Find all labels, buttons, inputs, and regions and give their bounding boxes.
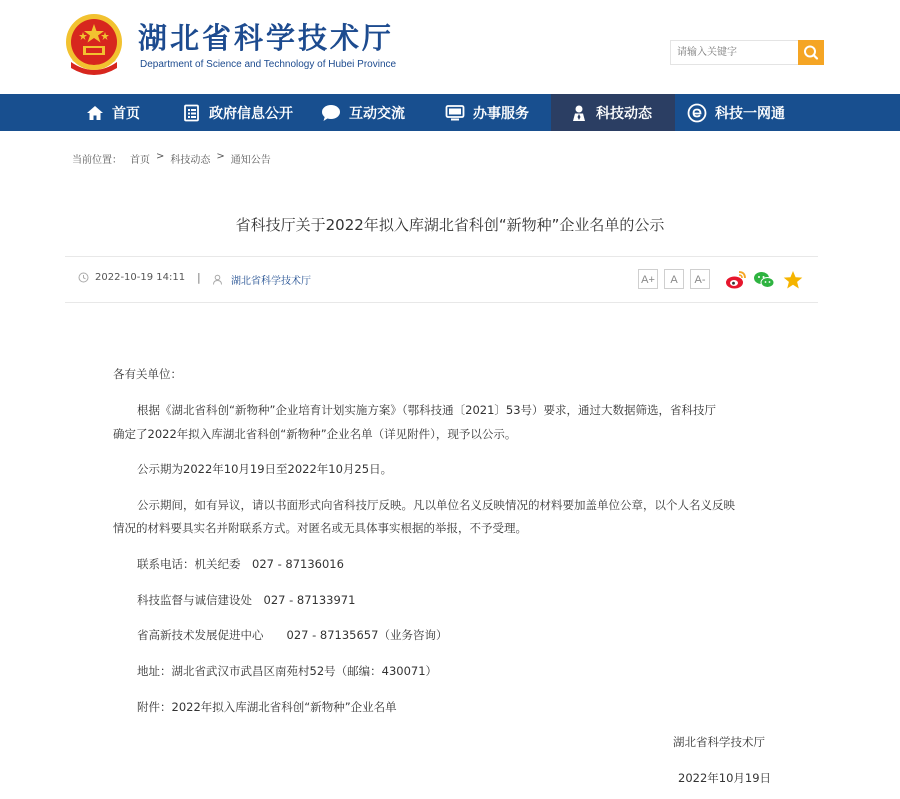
divider: [65, 302, 818, 303]
font-size-default-button[interactable]: A: [664, 269, 684, 289]
font-size-increase-button[interactable]: A+: [638, 269, 658, 289]
paragraph-line: 情况的材料要具实名并附联系方式。对匿名或无具体事实根据的举报，不予受理。: [113, 521, 527, 535]
user-icon: [212, 274, 223, 285]
nav-item-label: 科技动态: [596, 105, 652, 122]
nav-item-gov-info[interactable]: [183, 94, 293, 131]
paragraph-line: 确定了2022年拟入库湖北省科创“新物种”企业名单（详见附件），现予以公示。: [113, 427, 517, 441]
paragraph-line: 公示期为2022年10月19日至2022年10月25日。: [137, 462, 393, 476]
nav-item-label: 互动交流: [349, 105, 405, 122]
nav-item-tech-portal[interactable]: [687, 94, 785, 131]
weibo-icon[interactable]: [725, 270, 747, 290]
article-source: [212, 272, 311, 287]
breadcrumb: [72, 151, 271, 166]
document-list-icon: [183, 104, 201, 122]
nav-item-home[interactable]: [86, 94, 140, 131]
e-circle-icon: [687, 103, 707, 123]
nav-item-interaction[interactable]: [321, 94, 405, 131]
clock-icon: [78, 272, 89, 283]
breadcrumb-separator: >: [156, 151, 165, 162]
contact-line: 省高新技术发展促进中心 027 - 87135657（业务咨询）: [137, 628, 448, 642]
contact-line: 科技监督与诚信建设处 027 - 87133971: [137, 593, 356, 607]
meta-divider: |: [197, 271, 201, 284]
nav-item-label: 政府信息公开: [209, 105, 293, 122]
nav-item-tech-news[interactable]: [551, 94, 675, 131]
sign-date: 2022年10月19日: [678, 771, 772, 785]
nav-item-services[interactable]: [445, 94, 529, 131]
person-badge-icon: [570, 104, 588, 122]
search-icon: [798, 40, 824, 65]
breadcrumb-prefix: 当前位置：: [72, 155, 122, 166]
signature: 湖北省科学技术厅: [673, 735, 765, 749]
breadcrumb-notices[interactable]: 通知公告: [230, 155, 271, 166]
site-title[interactable]: 湖北省科学技术厅: [138, 21, 395, 55]
national-emblem-icon: [63, 12, 125, 78]
nav-item-label: 办事服务: [473, 105, 529, 122]
nav-item-label: 首页: [112, 105, 140, 122]
article-date-text: 2022-10-19 14:11: [95, 272, 186, 283]
favorite-star-icon[interactable]: [782, 270, 804, 290]
attachment-link[interactable]: 附件：2022年拟入库湖北省科创“新物种”企业名单: [137, 700, 397, 714]
article-date: [78, 272, 185, 283]
contact-line: 联系电话：机关纪委 027 - 87136016: [137, 557, 344, 571]
article-source-text: 湖北省科学技术厅: [231, 276, 311, 287]
search-button[interactable]: [798, 40, 824, 65]
breadcrumb-separator: >: [216, 151, 225, 162]
wechat-icon[interactable]: [753, 270, 775, 290]
paragraph-line: 公示期间，如有异议，请以书面形式向省科技厅反映。凡以单位名义反映情况的材料要加盖单位公章，以个人名义反映: [137, 498, 735, 512]
search-input[interactable]: [670, 40, 798, 65]
font-size-decrease-button[interactable]: A-: [690, 269, 710, 289]
breadcrumb-tech-news[interactable]: 科技动态: [170, 155, 211, 166]
monitor-icon: [445, 104, 465, 122]
nav-item-label: 科技一网通: [715, 105, 785, 122]
home-icon: [86, 104, 104, 122]
breadcrumb-home[interactable]: 首页: [130, 155, 150, 166]
paragraph-line: 根据《湖北省科创“新物种”企业培育计划实施方案》（鄂科技通〔2021〕53号）要求，通过大数据筛选，省科技厅: [137, 403, 717, 417]
site-header: [0, 0, 900, 94]
chat-bubble-icon: [321, 104, 341, 122]
site-subtitle: Department of Science and Technology of Hubei Province: [140, 59, 397, 70]
address-line: 地址：湖北省武汉市武昌区南苑村52号（邮编：430071）: [137, 664, 438, 678]
salutation: 各有关单位：: [113, 367, 182, 381]
main-nav: [0, 94, 900, 131]
article-title: 省科技厅关于2022年拟入库湖北省科创“新物种”企业名单的公示: [235, 216, 665, 234]
divider: [65, 256, 818, 257]
